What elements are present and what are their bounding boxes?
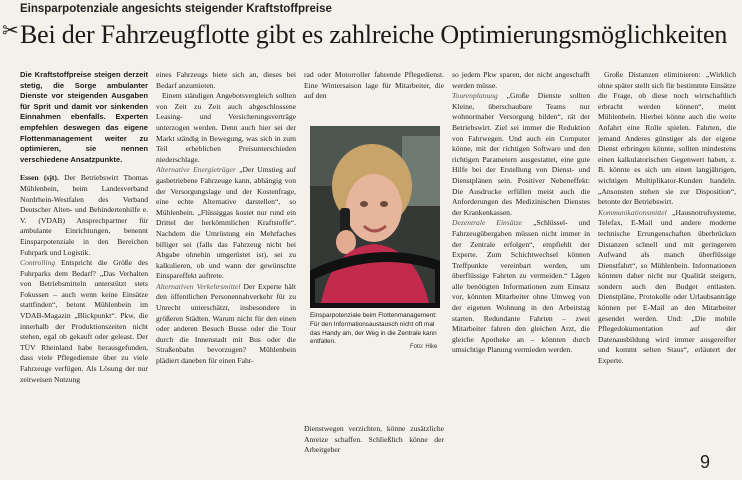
headline: Bei der Fahrzeugflotte gibt es zahlreiche Optimierungsmöglichkeiten bbox=[20, 20, 728, 49]
article-column-3-bottom bbox=[304, 424, 444, 478]
body-text: Der Experte hält den öffentlichen Personennahverkehr für zu Unrecht unterschätzt, insbesondere in größeren Städten. Warum nicht für den einen oder anderen Besuch Busse oder die Tour durch die Innenstadt mit Bus oder die Straßenbahn bevorzugen? Mühlenbein plädiert daneben für einen Fahr- bbox=[156, 281, 296, 366]
article-photo bbox=[310, 126, 440, 308]
paragraph bbox=[156, 165, 296, 282]
photo-caption: Einsparpotenziale beim Flottenmanagement: Für den Informationsaustausch nicht oft mal das Handy am, der Weg in die Zentrale kann entfallen. bbox=[310, 312, 437, 346]
photo-credit: Foto: Hike bbox=[410, 344, 438, 350]
body-text: „Große Dienste sollten Kleine, überschaubare Teams nur wohnortnaher Versorgung bilden“, rät der Betriebswirt. Ziel sei immer die Reduktion von Fahrwegen. Und auch ein Computer könne, mit der richtigen Software und den richtigen Parametern ausgestattet, eine gute Hilfe bei der Erstellung von Dienst- und Dienstplänen sein. Positiver Nebeneffekt: Die Ausdrucke erfüllen meist auch die Anforderungen des Medizinischen Dienstes der Krankenkassen. bbox=[452, 91, 590, 217]
article-column-3-top bbox=[304, 70, 444, 120]
subheading: Tourenplanung bbox=[452, 91, 498, 101]
article-column-1 bbox=[20, 70, 148, 476]
lead-paragraph: Die Kraftstoffpreise steigen derzeit stetig, die Sorge ambulanter Dienste vor steigenden Ausgaben für Sprit und damit vor sinkenden Einnahmen ebenfalls. Experten empfehlen deswegen das eigene Flottenmanagement weiter zu optimieren, sie nennen verschiedene Ansatzpunkte. bbox=[20, 70, 148, 164]
body-text: Einem ständigen Angebotsvergleich sollten von Zeit zu Zeit auch abgeschlossene Leasing- und Versicherungsverträge unterzogen werden. Denn auch hier sei der Markt ständig in Bewegung, was sich in zum Teil erheblichen Preisunterschieden niederschlage. bbox=[156, 91, 296, 164]
body-text: eines Fahrzeugs biete sich an, dieses bei Bedarf anzumieten. bbox=[156, 70, 296, 90]
body-text: „Der Umstieg auf gasbetriebene Fahrzeuge kann, abhängig von der Versorgungslage und der Kostenfrage, eine echte Alternative darstellen“, so Mühlenbein. „Flüssiggas kostet nur rund ein Drittel der herkömmlichen Kraftstoffe“. Nachdem die Umrüstung ein Mehrfaches billiger sei (falls das Fahrzeug nicht bei Abgabe ohnehin umgerüstet ist), sei zu kalkulieren, ob und wann der gewünschte Einspareffekt auftrete. bbox=[156, 165, 296, 281]
paragraph bbox=[598, 208, 736, 367]
body-text: so jedem Pkw sparen, der nicht angeschafft werden müsse. bbox=[452, 70, 590, 90]
paragraph bbox=[452, 91, 590, 218]
article-column-2 bbox=[156, 70, 296, 476]
body-text: Der Betriebswirt Thomas Mühlenbein, beim Landesverband Nordrhein-Westfalen des Verband Deutscher Alten- und Behindertenhilfe e. V. (VDAB) Ansprechpartner für ambulante Einrichtungen, benennt Einsparpotenziale in den Bereichen Fuhrpark und Logistik. bbox=[20, 173, 148, 257]
dateline: Essen (sjt). bbox=[20, 173, 59, 183]
page-number: 9 bbox=[700, 452, 711, 472]
paragraph bbox=[20, 173, 148, 258]
subheading: Kommunikationsmittel bbox=[598, 207, 667, 217]
article-column-5 bbox=[598, 70, 736, 476]
subheading: Alternativen Verkehrsmittel bbox=[156, 281, 241, 291]
body-text: Große Distanzen eliminieren: „Wirklich ohne später stellt sich für bestimmte Einsätze die Frage, ob diese noch wirtschaftlich erbracht werden können“, meint Mühlenbein. Hierbei könne auch die weite Anfahrt eine Rolle spielen. Fahrten, die jemand Anderes günstiger als der eigene Dienst erbringen könnte, sollten mindestens einen kalkulatorischen Gegenwert haben, z. B. könnte es sich um einen langjährigen, wichtigen Multiplikator-Kunden handeln. „Ansonsten stehen sie zur Disposition“, betonte der Betriebswirt. bbox=[598, 70, 736, 207]
subheading: Controlling bbox=[20, 258, 56, 268]
body-text: „Hausnotrufsysteme, Telefax, E-Mail und andere moderne technische Errungenschaften überbrücken Distanzen schnell und mit geringerem Aufwand als manch überflüssige Dienstfahrt“, so Mühlenbein. Informationen könnten daher nicht nur Qualität steigern, sondern auch den Budget entlasten. Dienstpläne, Protokolle oder Urlaubsanträge können per E-Mail an den Mitarbeiter gesendet werden. Und: „Die mobile Pflegedokumentation auf der Datenausbildung wird immer ausgereifter und kommt selten Staus“, erläutert der Experte. bbox=[598, 207, 736, 366]
body-text: rad oder Motorroller fahrende Pflegedienst. Eine Wintersaison lage für Mitarbeiter, die auf den bbox=[304, 70, 444, 101]
photo-woman-driving-with-phone bbox=[310, 126, 440, 308]
paragraph bbox=[452, 218, 590, 356]
body-text: „Schlüssel- und Fahrzeugübergaben müssen nicht immer in der Zentrale erfolgen“, empfiehlt der Experte. Zum Schichtwechsel können Treffpunkte vereinbart werden, um überflüssige Fahrten zu vermeiden.“ Lägen alle benötigten Informationen zum Einsatz vor, könnten Mitarbeiter ohne Umweg von der eigenen Wohnung in den Arbeitstag starten. Redundante Fahrten – zwei Mitarbeiter fahren den gleichen Arzt, die gleiche Apotheke an – könnten durch umsichtige Planung vermieden werden. bbox=[452, 218, 590, 355]
subheading: Dezentrale Einsätze bbox=[452, 218, 523, 228]
body-text: Dienstwegen verzichten, könne zusätzliche Anreize schaffen. Schließlich könne der Arbeitgeber bbox=[304, 424, 444, 455]
article-column-4 bbox=[452, 70, 590, 476]
paragraph bbox=[20, 258, 148, 385]
scissors-icon: ✂ bbox=[2, 18, 19, 42]
subheading: Alternative Energieträger bbox=[156, 165, 236, 175]
paragraph bbox=[156, 282, 296, 367]
kicker: Einsparpotenziale angesichts steigender Kraftstoffpreise bbox=[20, 3, 332, 15]
body-text: Entspricht die Größe des Fuhrparks dem Bedarf? „Das Verhalten von Betriebsmitteln unterstützt stets Fokussen – auch wenn keine Einsätze stattfinden“, betont Mühlenbein im VDAB-Magazin „Blickpunkt“. Pkw, die innerhalb der Produktionszeiten nicht stehen, egal ob gekauft oder geleast. Der TÜV Rheinland habe herausgefunden, dass viele Pflegedienste über zu viele Fahrzeuge verfügen. Als Lösung der nur zeitweisen Nutzung bbox=[20, 258, 148, 384]
